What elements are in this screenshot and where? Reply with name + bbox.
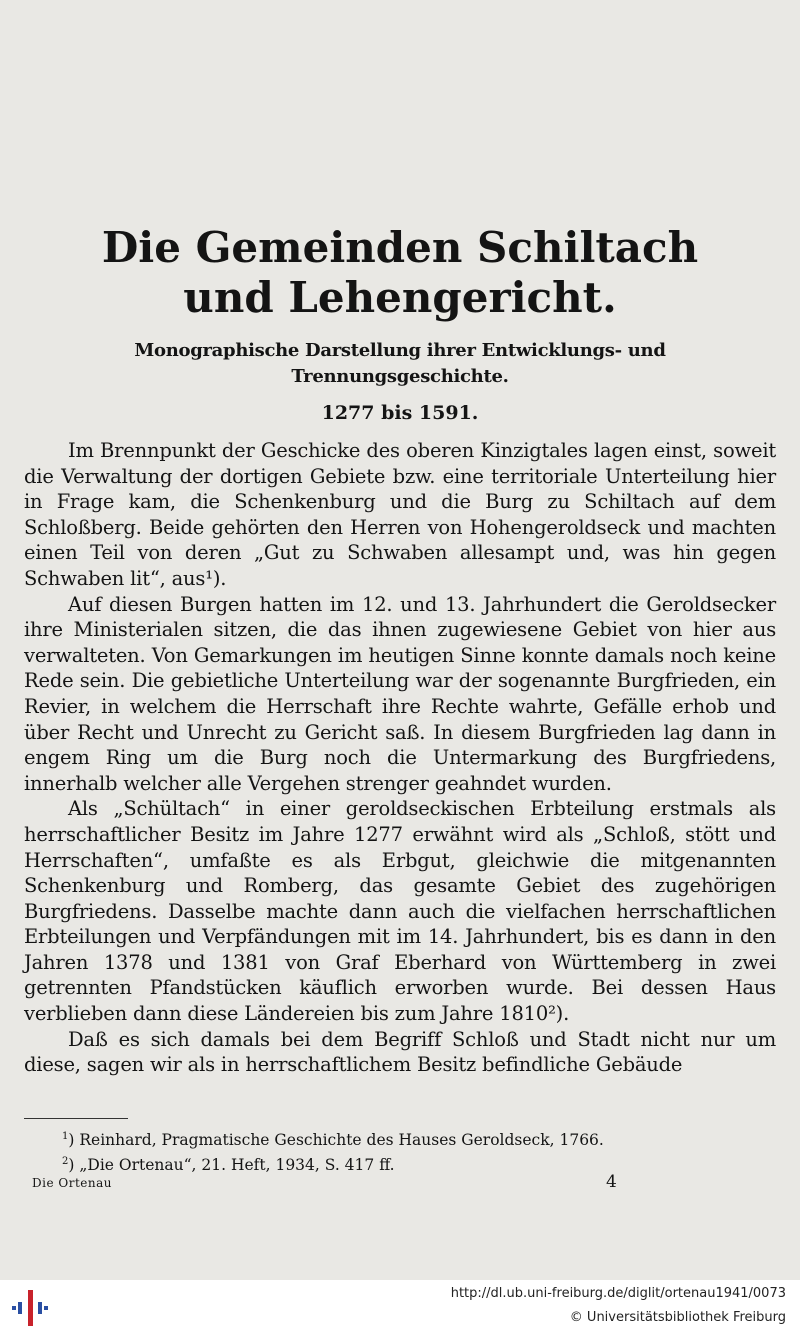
title-line-1: Die Gemeinden Schiltach [101,223,699,272]
library-logo-icon [10,1288,54,1328]
footnote-2-text: „Die Ortenau“, 21. Heft, 1934, S. 417 ff. [79,1156,395,1175]
paragraph-4: Daß es sich damals bei dem Begriff Schloß und Stadt nicht nur um diese, sagen wir als in herrschaftlichem Besitz befindliche Gebäude [24,1027,776,1077]
document-url[interactable]: http://dl.ub.uni-freiburg.de/diglit/ortenau1941/0073 [450,1286,786,1301]
copyright-notice: © Universitätsbibliothek Freiburg [569,1310,786,1325]
footnote-2-mark: 2 [62,1156,69,1168]
paragraph-1: Im Brennpunkt der Geschicke des oberen Kinzigtales lagen einst, soweit die Verwaltung der dortigen Gebiete bzw. eine territoriale Unterteilung hier in Frage kam, die Schenkenburg und die Burg zu Schiltach auf dem Schloßberg. Beide gehörten den Herren von Hohengeroldseck und machten einen Teil von deren „Gut zu Schwaben allesampt und, was hin gegen Schwaben lit“, aus¹). [24,439,776,590]
paragraph-2: Auf diesen Burgen hatten im 12. und 13. Jahrhundert die Geroldsecker ihre Ministerialen sitzen, die das ihnen zugewiesene Gebiet von hier aus verwalteten. Von Gemarkungen im heutigen Sinne konnte damals noch keine Rede sein. Die gebietliche Unterteilung war der sogenannte Burgfrieden, ein Revier, in welchem die Herrschaft ihre Rechte wahrte, Gefälle erhob und über Recht und Unrecht zu Gericht saß. In diesem Burgfrieden lag dann in engem Ring um die Burg noch die Untermarkung des Burgfriedens, innerhalb welcher alle Vergehen strenger geahndet wurden. [24,592,776,795]
body-text [24,438,776,1078]
page-number: 4 [606,1172,617,1192]
title-line-2: und Lehengericht. [183,273,617,322]
footnote-1: $^1$) Reinhard, Pragmatische Geschichte des Hauses Geroldseck, 1766. [62,1131,604,1150]
footnotes [62,1126,762,1176]
footnote-1-mark: 1 [62,1131,69,1142]
footnote-divider [24,1118,128,1119]
running-footer: Die Ortenau [32,1176,112,1190]
footnote-2: $^2$) „Die Ortenau“, 21. Heft, 1934, S. 417 ff. [62,1156,395,1175]
paragraph-3: Als „Schültach“ in einer geroldseckischen Erbteilung erstmals als herrschaftlicher Besitz im Jahre 1277 erwähnt wird als „Schloß, stött und Herrschaften“, umfaßte es als Erbgut, gleichwie die mitgenannten Schenkenburg und Romberg, das gesamte Gebiet des zugehörigen Burgfriedens. Dasselbe machte dann auch die vielfachen herrschaftlichen Erbteilungen und Verpfändungen mit im 14. Jahrhundert, bis es dann in den Jahren 1378 und 1381 von Graf Eberhard von Württemberg in zwei getrennten Pfandstücken käuflich erworben wurde. Bei dessen Haus verblieben dann diese Ländereien bis zum Jahre 1810²). [24,797,776,1026]
footnote-1-text: Reinhard, Pragmatische Geschichte des Hauses Geroldseck, 1766. [79,1131,604,1150]
subtitle: Monographische Darstellung ihrer Entwicklungs- und Trennungsgeschichte. [134,340,666,387]
section-heading: 1277 bis 1591. [321,402,479,424]
viewer-footer-bar [0,1280,800,1336]
